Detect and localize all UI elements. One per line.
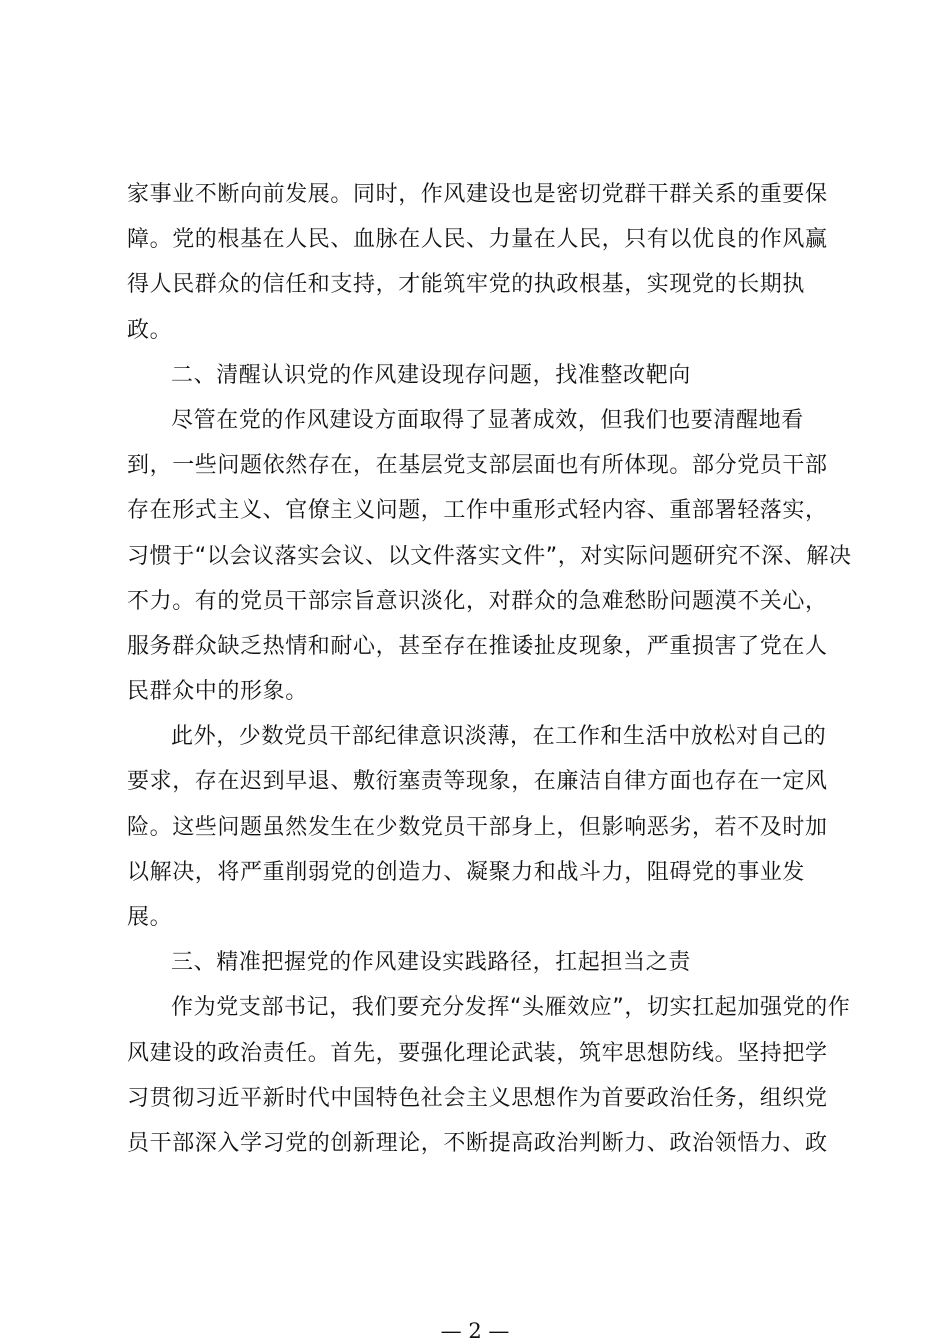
- text-line: 政。: [127, 317, 173, 343]
- page-number: — 2 —: [440, 1319, 510, 1343]
- text-line: 家事业不断向前发展。同时，作风建设也是密切党群干群关系的重要保: [127, 182, 828, 207]
- paragraph-first-line: 作为党支部书记，我们要充分发挥“头雁效应”，切实扛起加强党的作: [171, 995, 851, 1021]
- text-line: 服务群众缺乏热情和耐心，甚至存在推诿扯皮现象，严重损害了党在人: [127, 633, 828, 659]
- text-line: 存在形式主义、官僚主义问题，工作中重形式轻内容、重部署轻落实，: [127, 498, 828, 524]
- text-line: 不力。有的党员干部宗旨意识淡化，对群众的急难愁盼问题漠不关心，: [127, 588, 828, 614]
- text-line: 员干部深入学习党的创新理论，不断提高政治判断力、政治领悟力、政: [127, 1130, 828, 1156]
- text-line: 障。党的根基在人民、血脉在人民、力量在人民，只有以优良的作风赢: [127, 227, 828, 253]
- text-line: 习惯于“以会议落实会议、以文件落实文件”，对实际问题研究不深、解决: [127, 543, 852, 569]
- text-line: 要求，存在迟到早退、敷衍塞责等现象，在廉洁自律方面也存在一定风: [127, 769, 828, 795]
- paragraph-first-line: 此外，少数党员干部纪律意识淡薄，在工作和生活中放松对自己的: [171, 724, 827, 750]
- text-line: 到，一些问题依然存在，在基层党支部层面也有所体现。部分党员干部: [127, 453, 828, 479]
- text-line: 民群众中的形象。: [127, 679, 308, 705]
- section-heading-2: 二、清醒认识党的作风建设现存问题，找准整改靶向: [171, 362, 691, 388]
- text-line: 习贯彻习近平新时代中国特色社会主义思想作为首要政治任务，组织党: [127, 1085, 828, 1111]
- paragraph-first-line: 尽管在党的作风建设方面取得了显著成效，但我们也要清醒地看: [171, 407, 804, 433]
- text-line: 险。这些问题虽然发生在少数党员干部身上，但影响恶劣，若不及时加: [127, 814, 828, 840]
- text-line: 以解决，将严重削弱党的创造力、凝聚力和战斗力，阻碍党的事业发: [127, 859, 806, 885]
- section-heading-3: 三、精准把握党的作风建设实践路径，扛起担当之责: [171, 950, 691, 976]
- text-line: 风建设的政治责任。首先，要强化理论武装，筑牢思想防线。坚持把学: [127, 1040, 828, 1066]
- text-line: 得人民群众的信任和支持，才能筑牢党的执政根基，实现党的长期执: [127, 272, 806, 298]
- text-line: 展。: [127, 905, 173, 930]
- document-body: [127, 172, 852, 1166]
